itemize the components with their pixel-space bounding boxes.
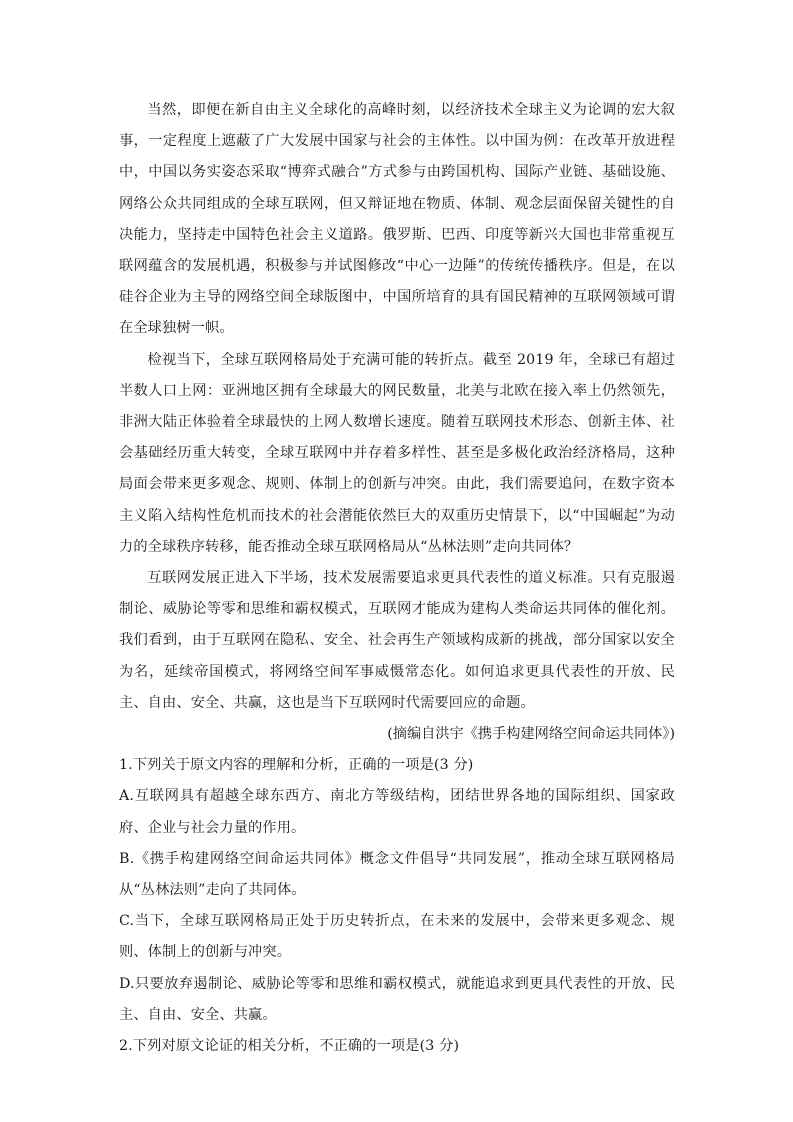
question-2 bbox=[119, 1031, 675, 1062]
question-1-option-a: A.互联网具有超越全球东西方、南北方等级结构，团结世界各地的国际组织、国家政府、企业与社会力量的作用。 bbox=[119, 788, 675, 836]
question-1-option-b: B.《携手构建网络空间命运共同体》概念文件倡导“共同发展”，推动全球互联网格局从“丛林法则”走向了共同体。 bbox=[119, 850, 675, 899]
article-source: (摘编自洪宇《携手构建网络空间命运共同体》) bbox=[387, 726, 675, 743]
article-paragraph-3: 互联网发展正进入下半场，技术发展需要追求更具代表性的道义标准。只有克服遏制论、威胁论等零和思维和霸权模式，互联网才能成为建构人类命运共同体的催化剂。我们看到，由于互联网在隐私、安全、社会再生产领域构成新的挑战，部分国家以安全为名，延续帝国模式，将网络空间军事威慑常态化。如何追求更具代表性的开放、民主、自由、安全、共赢，这也是当下互联网时代需要回应的命题。 bbox=[119, 570, 675, 711]
question-1-option-c: C.当下，全球互联网格局正处于历史转折点，在未来的发展中，会带来更多观念、规则、体制上的创新与冲突。 bbox=[119, 913, 675, 961]
question-2-stem: 2.下列对原文论证的相关分析，不正确的一项是(3 分) bbox=[119, 1038, 460, 1055]
document-page bbox=[119, 95, 675, 1062]
question-1 bbox=[119, 750, 675, 1031]
article-paragraph-1: 当然，即便在新自由主义全球化的高峰时刻，以经济技术全球主义为论调的宏大叙事，一定程度上遮蔽了广大发展中国家与社会的主体性。以中国为例：在改革开放进程中，中国以务实姿态采取“博弈式融合”方式参与由跨国机构、国际产业链、基础设施、网络公众共同组成的全球互联网，但又辩证地在物质、体制、观念层面保留关键性的自决能力，坚持走中国特色社会主义道路。俄罗斯、巴西、印度等新兴大国也非常重视互联网蕴含的发展机遇，积极参与并试图修改“中心一边陲”的传统传播秩序。但是，在以硅谷企业为主导的网络空间全球版图中，中国所培育的具有国民精神的互联网领域可谓在全球独树一帜。 bbox=[119, 102, 675, 337]
question-1-stem: 1.下列关于原文内容的理解和分析，正确的一项是(3 分) bbox=[119, 757, 474, 774]
article-paragraph-2: 检视当下，全球互联网格局处于充满可能的转折点。截至 2019 年，全球已有超过半数人口上网：亚洲地区拥有全球最大的网民数量，北美与北欧在接入率上仍然领先，非洲大陆正体验着全球最快的上网人数增长速度。随着互联网技术形态、创新主体、社会基础经历重大转变，全球互联网中并存着多样性、甚至是多极化政治经济格局，这种局面会带来更多观念、规则、体制上的创新与冲突。由此，我们需要追问，在数字资本主义陷入结构性危机而技术的社会潜能依然巨大的双重历史情景下，以“中国崛起”为动力的全球秩序转移，能否推动全球互联网格局从“丛林法则”走向共同体？ bbox=[119, 351, 675, 555]
question-1-option-d: D.只要放弃遏制论、威胁论等零和思维和霸权模式，就能追求到更具代表性的开放、民主、自由、安全、共赢。 bbox=[119, 975, 675, 1023]
